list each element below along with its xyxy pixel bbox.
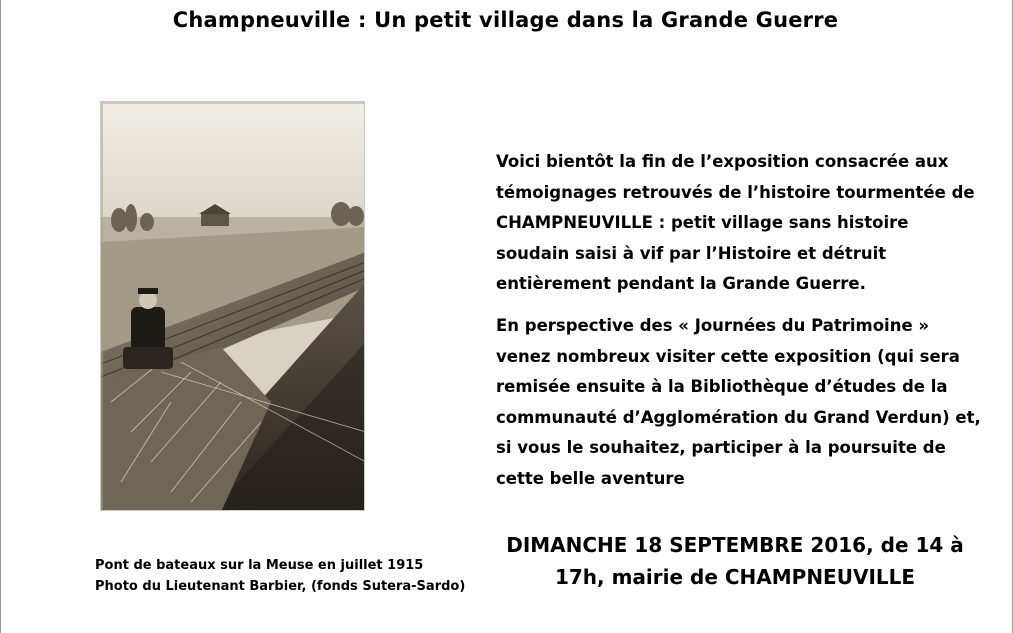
text-line: si vous le souhaitez, participer à la poursuite de bbox=[496, 438, 946, 458]
text-line: venez nombreux visiter cette exposition (qui sera bbox=[496, 346, 960, 366]
event-location: 17h, mairie de CHAMPNEUVILLE bbox=[554, 565, 916, 589]
paragraph-exposition bbox=[496, 147, 975, 300]
paragraph-invitation bbox=[496, 311, 981, 495]
text-line: soudain saisi à vif par l’Histoire et détruit bbox=[496, 243, 887, 263]
text-line: communauté d’Agglomération du Grand Verdun) et, bbox=[496, 407, 981, 427]
text-line: témoignages retrouvés de l’histoire tourmentée de bbox=[496, 182, 975, 202]
photo-caption-line-2: Photo du Lieutenant Barbier, (fonds Sutera-Sardo) bbox=[95, 579, 466, 594]
event-details bbox=[490, 529, 980, 593]
page-title: Champneuville : Un petit village dans la Grande Guerre bbox=[172, 8, 839, 32]
text-line: Voici bientôt la fin de l’exposition consacrée aux bbox=[496, 152, 949, 171]
photo-caption-line-1: Pont de bateaux sur la Meuse en juillet 1915 bbox=[95, 558, 424, 573]
text-line: cette belle aventure bbox=[496, 468, 685, 488]
text-line: remisée ensuite à la Bibliothèque d’études de la bbox=[496, 377, 948, 397]
photo-caption bbox=[95, 555, 475, 597]
body-text bbox=[496, 147, 981, 506]
text-line: En perspective des « Journées du Patrimoine » bbox=[496, 315, 930, 335]
text-line: CHAMPNEUVILLE : petit village sans histoire bbox=[496, 213, 909, 233]
text-line: entièrement pendant la Grande Guerre. bbox=[496, 274, 866, 294]
event-date: DIMANCHE 18 SEPTEMBRE 2016, de 14 à bbox=[506, 533, 964, 557]
historic-photo bbox=[100, 101, 365, 511]
